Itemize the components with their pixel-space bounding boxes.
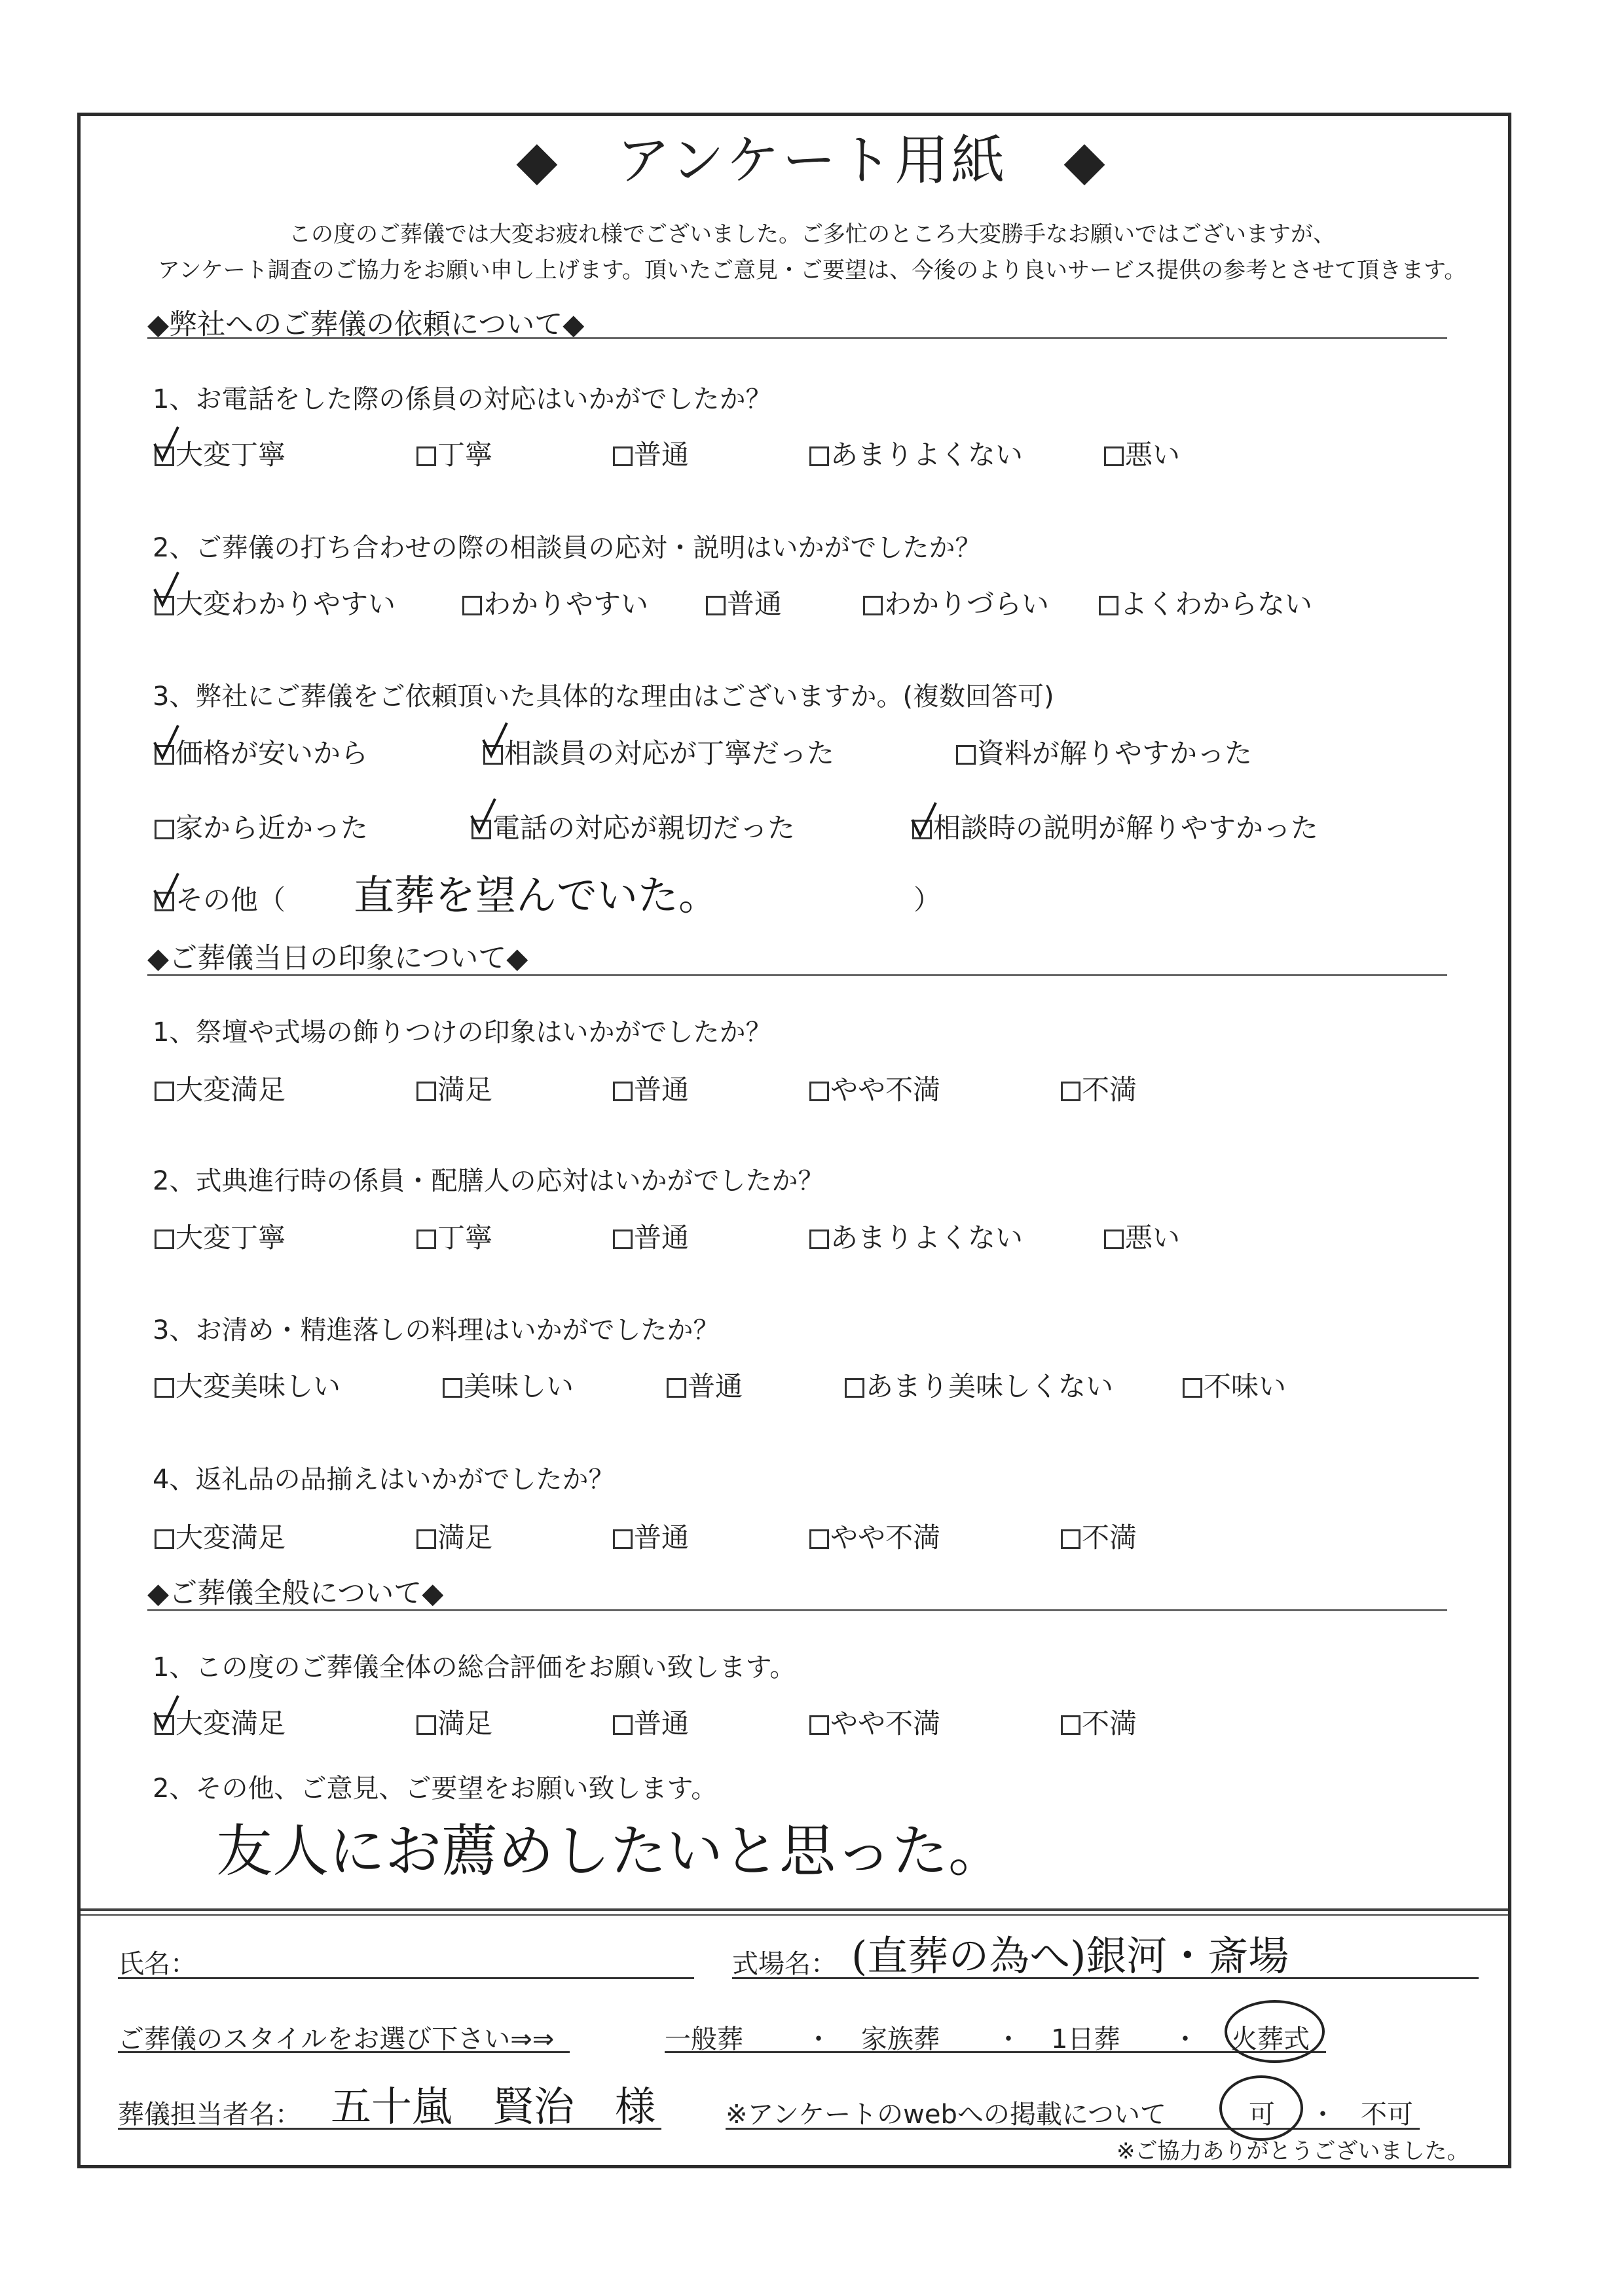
option-checkbox[interactable]: 相談時の説明が解りやすかった [912, 807, 1318, 846]
option-checkbox[interactable]: 大変丁寧 [155, 1216, 286, 1256]
checkmark-icon [469, 796, 498, 835]
option-checkbox[interactable]: 大変丁寧 [155, 433, 286, 473]
style-options-underline [665, 2051, 1326, 2053]
option-checkbox[interactable]: 普通 [613, 1216, 689, 1256]
option-checkbox[interactable]: あまりよくない [809, 433, 1023, 473]
staff-label: 葬儀担当者名： [118, 2100, 301, 2130]
form-title: ◆ アンケート用紙 ◆ [516, 130, 1108, 192]
checkmark-icon [481, 720, 509, 759]
option-checkbox[interactable]: 満足 [416, 1702, 492, 1741]
style-option-cremation[interactable]: 火葬式 [1231, 2024, 1310, 2054]
style-separator: ・ [995, 2024, 1022, 2054]
option-checkbox[interactable]: わかりやすい [462, 583, 648, 622]
option-checkbox[interactable]: 電話の対応が親切だった [471, 807, 795, 846]
checkmark-icon [152, 424, 181, 464]
section-rule [147, 1609, 1447, 1611]
question-2-2: 2、式典進行時の係員・配膳人の応対はいかがでしたか？ [153, 1166, 824, 1196]
option-checkbox[interactable]: やや不満 [809, 1068, 940, 1108]
option-checkbox[interactable]: 不満 [1061, 1516, 1137, 1556]
staff-handwriting: 五十嵐 賢治 様 [331, 2083, 656, 2130]
option-checkbox[interactable]: 美味しい [443, 1365, 574, 1404]
option-checkbox[interactable]: やや不満 [809, 1702, 940, 1741]
option-checkbox[interactable]: 資料が解りやすかった [956, 732, 1252, 771]
footer-divider [81, 1908, 1508, 1911]
option-checkbox[interactable]: 大変美味しい [155, 1365, 341, 1404]
question-1-2: 2、ご葬儀の打ち合わせの際の相談員の応対・説明はいかがでしたか？ [153, 533, 982, 563]
web-consent-underline [726, 2128, 1420, 2130]
style-option-general[interactable]: 一般葬 [665, 2024, 743, 2054]
staff-field-line[interactable] [118, 2128, 661, 2130]
checkmark-icon [910, 800, 938, 839]
section-heading-general: ◆ご葬儀全般について◆ [147, 1577, 444, 1610]
style-label-underline [118, 2051, 570, 2053]
thanks-note: ※ご協力ありがとうございました。 [1116, 2138, 1469, 2164]
name-field-line[interactable] [118, 1977, 694, 1979]
venue-field-line[interactable] [732, 1977, 1479, 1979]
option-checkbox[interactable]: 価格が安いから [155, 732, 368, 771]
checkmark-icon [152, 871, 181, 910]
option-checkbox[interactable]: 不満 [1061, 1702, 1137, 1741]
option-checkbox[interactable]: 丁寧 [416, 1216, 492, 1256]
other-reason-handwriting: 直葬を望んでいた。 [354, 871, 720, 919]
web-consent-yes[interactable]: 可 [1249, 2100, 1275, 2130]
option-checkbox[interactable]: 普通 [613, 1516, 689, 1556]
question-3-2: 2、その他、ご意見、ご要望をお願い致します。 [153, 1774, 718, 1804]
option-checkbox[interactable]: 普通 [613, 433, 689, 473]
option-checkbox[interactable]: 家から近かった [155, 807, 368, 846]
option-checkbox[interactable]: 普通 [613, 1068, 689, 1108]
name-label: 氏名： [118, 1949, 196, 1979]
option-checkbox[interactable]: 普通 [706, 583, 782, 622]
option-checkbox[interactable]: よくわからない [1099, 583, 1312, 622]
option-checkbox[interactable]: 悪い [1104, 433, 1180, 473]
option-checkbox[interactable]: 普通 [667, 1365, 743, 1404]
style-option-family[interactable]: 家族葬 [861, 2024, 940, 2054]
venue-label: 式場名： [732, 1949, 837, 1979]
question-2-4: 4、返礼品の品揃えはいかがでしたか？ [153, 1465, 615, 1495]
section-heading-request: ◆弊社へのご葬儀の依頼について◆ [147, 308, 585, 341]
option-checkbox[interactable]: 大変満足 [155, 1068, 286, 1108]
question-2-3: 3、お清め・精進落しの料理はいかがでしたか？ [153, 1315, 720, 1345]
option-checkbox[interactable]: 不満 [1061, 1068, 1137, 1108]
option-checkbox[interactable]: 大変満足 [155, 1702, 286, 1741]
option-checkbox[interactable]: 普通 [613, 1702, 689, 1741]
question-1-1: 1、お電話をした際の係員の対応はいかがでしたか？ [153, 384, 772, 414]
style-label: ご葬儀のスタイルをお選び下さい⇒⇒ [118, 2024, 555, 2054]
option-checkbox[interactable]: 悪い [1104, 1216, 1180, 1256]
option-checkbox[interactable]: 大変わかりやすい [155, 583, 396, 622]
web-consent-label: ※アンケートのwebへの掲載について [726, 2100, 1167, 2130]
option-checkbox[interactable]: 相談員の対応が丁寧だった [483, 732, 834, 771]
section-rule [147, 974, 1447, 976]
option-checkbox[interactable]: あまり美味しくない [845, 1365, 1113, 1404]
option-other[interactable]: その他（ [155, 879, 286, 918]
checkmark-icon [152, 1693, 181, 1732]
venue-handwriting: (直葬の為へ)銀河・斎場 [851, 1932, 1289, 1980]
other-close-paren: ） [913, 884, 942, 916]
checkmark-icon [152, 723, 181, 762]
style-separator: ・ [1172, 2024, 1198, 2054]
selected-style-circle [1225, 2000, 1325, 2063]
style-option-one-day[interactable]: 1日葬 [1051, 2024, 1120, 2054]
question-3-1: 1、この度のご葬儀全体の総合評価をお願い致します。 [153, 1652, 796, 1683]
option-checkbox[interactable]: 大変満足 [155, 1516, 286, 1556]
intro-line-2: アンケート調査のご協力をお願い申し上げます。頂いたご意見・ご要望は、今後のより良いサービス提供の参考とさせて頂きます。 [157, 257, 1467, 283]
footer-divider [81, 1914, 1508, 1916]
option-checkbox[interactable]: 丁寧 [416, 433, 492, 473]
option-checkbox[interactable]: わかりづらい [863, 583, 1049, 622]
web-consent-separator: ・ [1310, 2100, 1336, 2130]
comment-handwriting: 友人にお薦めしたいと思った。 [216, 1819, 1005, 1884]
option-checkbox[interactable]: 不味い [1183, 1365, 1286, 1404]
web-consent-circle [1219, 2075, 1303, 2141]
web-consent-no[interactable]: 不可 [1361, 2100, 1413, 2130]
checkmark-icon [152, 570, 181, 609]
section-heading-ceremony: ◆ご葬儀当日の印象について◆ [147, 942, 528, 975]
section-rule [147, 337, 1447, 339]
question-2-1: 1、祭壇や式場の飾りつけの印象はいかがでしたか？ [153, 1017, 772, 1048]
option-checkbox[interactable]: 満足 [416, 1068, 492, 1108]
option-checkbox[interactable]: やや不満 [809, 1516, 940, 1556]
style-separator: ・ [805, 2024, 832, 2054]
option-checkbox[interactable]: あまりよくない [809, 1216, 1023, 1256]
intro-line-1: この度のご葬儀では大変お疲れ様でございました。ご多忙のところ大変勝手なお願いではございますが、 [289, 221, 1335, 247]
question-1-3: 3、弊社にご葬儀をご依頼頂いた具体的な理由はございますか。(複数回答可) [153, 682, 1054, 712]
option-checkbox[interactable]: 満足 [416, 1516, 492, 1556]
